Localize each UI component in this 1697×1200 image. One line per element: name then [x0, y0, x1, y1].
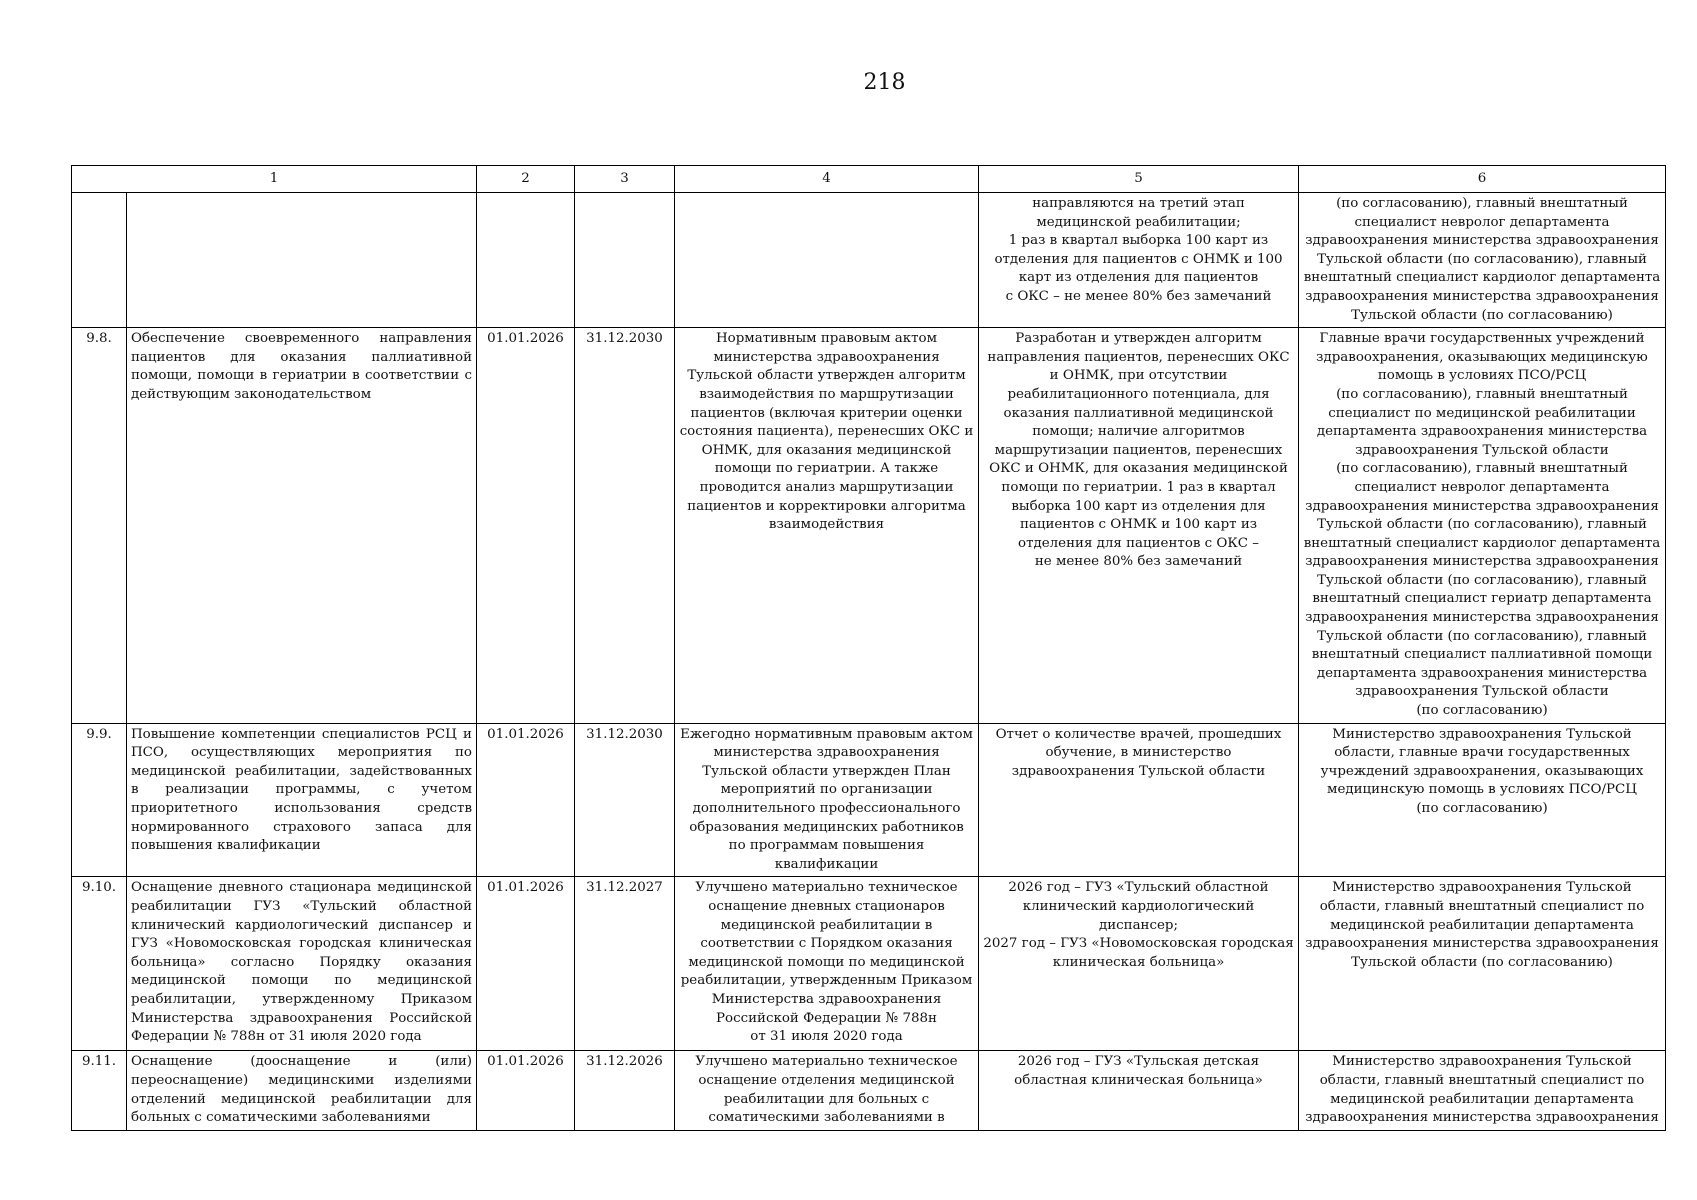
cell-result: Отчет о количестве врачей, прошедших обучение, в министерство здравоохранения Тульской области: [979, 723, 1299, 877]
cell-start: 01.01.2026: [477, 328, 575, 723]
table-row: [72, 1051, 1666, 1130]
cell-num: 9.9.: [72, 723, 127, 877]
cell-end: 31.12.2026: [575, 1051, 675, 1130]
cell-responsible: Министерство здравоохранения Тульской области, главные врачи государственных учреждений здравоохранения, оказывающих медицинскую помощь в условиях ПСО/РСЦ (по согласованию): [1299, 723, 1666, 877]
cell-result: Разработан и утвержден алгоритм направления пациентов, перенесших ОКС и ОНМК, при отсутствии реабилитационного потенциала, для оказания паллиативной медицинской помощи; наличие алгоритмов маршрутизации пациентов, перенесших ОКС и ОНМК, для оказания медицинской помощи по гериатрии. 1 раз в квартал выборка 100 карт из отделения для пациентов с ОНМК и 100 карт из отделения для пациентов с ОКС – не менее 80% без замечаний: [979, 328, 1299, 723]
header-col-1: 1: [72, 166, 477, 193]
cell-indicator: Нормативным правовым актом министерства здравоохранения Тульской области утвержден алгоритм взаимодействия по маршрутизации пациентов (включая критерии оценки состояния пациента), перенесших ОКС и ОНМК, для оказания медицинской помощи по гериатрии. А также проводится анализ маршрутизации пациентов и корректировки алгоритма взаимодействия: [675, 328, 979, 723]
plan-table: [71, 165, 1666, 1131]
cell-indicator: Ежегодно нормативным правовым актом министерства здравоохранения Тульской области утвержден План мероприятий по организации дополнительного профессионального образования медицинских работников по программам повышения квалификации: [675, 723, 979, 877]
table-row-continuation: [72, 193, 1666, 328]
cell-end: 31.12.2030: [575, 328, 675, 723]
cell-start: 01.01.2026: [477, 723, 575, 877]
cell-num: 9.8.: [72, 328, 127, 723]
cell-num: 9.11.: [72, 1051, 127, 1130]
cell-responsible: Министерство здравоохранения Тульской области, главный внештатный специалист по медицинской реабилитации департамента здравоохранения министерства здравоохранения: [1299, 1051, 1666, 1130]
cell-responsible: Главные врачи государственных учреждений здравоохранения, оказывающих медицинскую помощь в условиях ПСО/РСЦ (по согласованию), главный внештатный специалист по медицинской реабилитации департамента здравоохранения министерства здравоохранения Тульской области (по согласованию), главный внештатный специалист невролог департамента здравоохранения министерства здравоохранения Тульской области (по согласованию), главный внештатный специалист кардиолог департамента здравоохранения министерства здравоохранения Тульской области (по согласованию), главный внештатный специалист гериатр департамента здравоохранения министерства здравоохранения Тульской области (по согласованию), главный внештатный специалист паллиативной помощи департамента здравоохранения министерства здравоохранения Тульской области (по согласованию): [1299, 328, 1666, 723]
cell-result: направляются на третий этап медицинской реабилитации; 1 раз в квартал выборка 100 карт из отделения для пациентов с ОНМК и 100 карт из отделения для пациентов с ОКС – не менее 80% без замечаний: [979, 193, 1299, 328]
header-col-2: 2: [477, 166, 575, 193]
cell-name: Повышение компетенции специалистов РСЦ и ПСО, осуществляющих мероприятия по медицинской реабилитации, задействованных в реализации программы, с учетом приоритетного использования средств нормированного страхового запаса для повышения квалификации: [127, 723, 477, 877]
cell-responsible: (по согласованию), главный внештатный специалист невролог департамента здравоохранения министерства здравоохранения Тульской области (по согласованию), главный внештатный специалист кардиолог департамента здравоохранения министерства здравоохранения Тульской области (по согласованию): [1299, 193, 1666, 328]
cell-responsible: Министерство здравоохранения Тульской области, главный внештатный специалист по медицинской реабилитации департамента здравоохранения министерства здравоохранения Тульской области (по согласованию): [1299, 877, 1666, 1051]
cell-num: [72, 193, 127, 328]
cell-indicator: [675, 193, 979, 328]
table-row: [72, 328, 1666, 723]
cell-indicator: Улучшено материально техническое оснащение дневных стационаров медицинской реабилитации в соответствии с Порядком оказания медицинской помощи по медицинской реабилитации, утвержденным Приказом Министерства здравоохранения Российской Федерации № 788н от 31 июля 2020 года: [675, 877, 979, 1051]
cell-start: [477, 193, 575, 328]
cell-name: Оснащение дневного стационара медицинской реабилитации ГУЗ «Тульский областной клинический кардиологический диспансер и ГУЗ «Новомосковская городская клиническая больница» согласно Порядку оказания медицинской помощи по медицинской реабилитации, утвержденному Приказом Министерства здравоохранения Российской Федерации № 788н от 31 июля 2020 года: [127, 877, 477, 1051]
table-row: [72, 723, 1666, 877]
cell-end: 31.12.2027: [575, 877, 675, 1051]
cell-result: 2026 год – ГУЗ «Тульская детская областная клиническая больница»: [979, 1051, 1299, 1130]
header-col-6: 6: [1299, 166, 1666, 193]
cell-start: 01.01.2026: [477, 877, 575, 1051]
cell-start: 01.01.2026: [477, 1051, 575, 1130]
cell-name: [127, 193, 477, 328]
header-col-3: 3: [575, 166, 675, 193]
table-row: [72, 877, 1666, 1051]
cell-name: Обеспечение своевременного направления пациентов для оказания паллиативной помощи, помощи в гериатрии в соответствии с действующим законодательством: [127, 328, 477, 723]
table-header-row: [72, 166, 1666, 193]
cell-name: Оснащение (дооснащение и (или) переоснащение) медицинскими изделиями отделений медицинской реабилитации для больных с соматическими заболеваниями: [127, 1051, 477, 1130]
cell-indicator: Улучшено материально техническое оснащение отделения медицинской реабилитации для больных с соматическими заболеваниями в: [675, 1051, 979, 1130]
cell-end: 31.12.2030: [575, 723, 675, 877]
header-col-5: 5: [979, 166, 1299, 193]
cell-num: 9.10.: [72, 877, 127, 1051]
cell-end: [575, 193, 675, 328]
header-col-4: 4: [675, 166, 979, 193]
page-number: 218: [863, 70, 906, 95]
cell-result: 2026 год – ГУЗ «Тульский областной клинический кардиологический диспансер; 2027 год – ГУЗ «Новомосковская городская клиническая больница»: [979, 877, 1299, 1051]
